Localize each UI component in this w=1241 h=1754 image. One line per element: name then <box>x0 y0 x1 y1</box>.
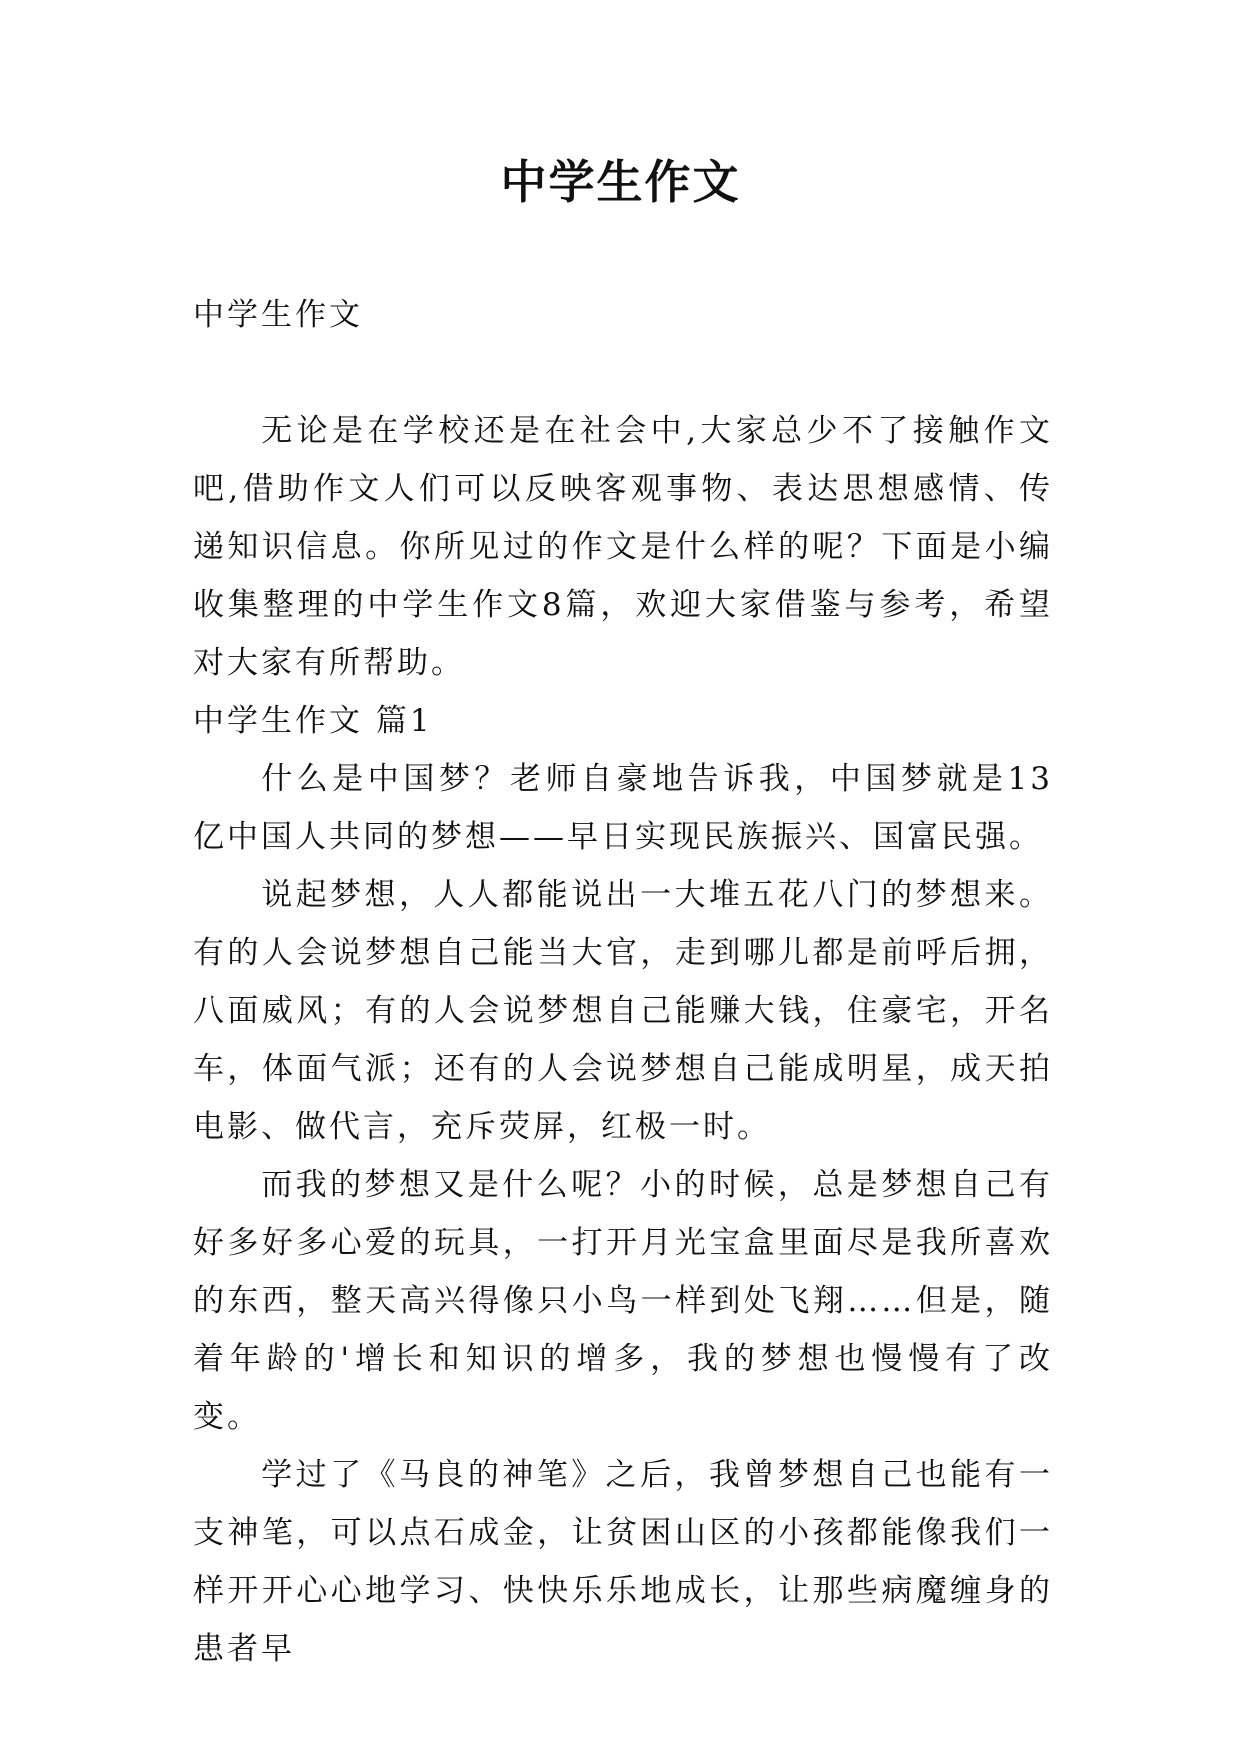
document-body <box>193 402 1053 1678</box>
body-paragraph: 学过了《马良的神笔》之后，我曾梦想自己也能有一支神笔，可以点石成金，让贫困山区的小孩都能像我们一样开开心心地学习、快快乐乐地成长，让那些病魔缠身的患者早 <box>193 1457 1053 1667</box>
intro-paragraph: 无论是在学校还是在社会中,大家总少不了接触作文吧,借助作文人们可以反映客观事物、表达思想感情、传递知识信息。你所见过的作文是什么样的呢？下面是小编收集整理的中学生作文8篇，欢迎大家借鉴与参考，希望对大家有所帮助。 <box>193 413 1053 681</box>
section-heading: 中学生作文 篇1 <box>193 703 433 739</box>
document-subtitle: 中学生作文 <box>193 297 363 333</box>
body-paragraph: 说起梦想，人人都能说出一大堆五花八门的梦想来。有的人会说梦想自己能当大官，走到哪儿都是前呼后拥，八面威风；有的人会说梦想自己能赚大钱，住豪宅，开名车，体面气派；还有的人会说梦想自己能成明星，成天拍电影、做代言，充斥荧屏，红极一时。 <box>193 877 1053 1145</box>
body-paragraph: 而我的梦想又是什么呢？小的时候，总是梦想自己有好多好多心爱的玩具，一打开月光宝盒里面尽是我所喜欢的东西，整天高兴得像只小鸟一样到处飞翔……但是，随着年龄的'增长和知识的增多，我的梦想也慢慢有了改变。 <box>193 1167 1053 1435</box>
body-paragraph: 什么是中国梦？老师自豪地告诉我，中国梦就是13亿中国人共同的梦想——早日实现民族振兴、国富民强。 <box>193 761 1053 855</box>
page-title: 中学生作文 <box>500 155 741 209</box>
